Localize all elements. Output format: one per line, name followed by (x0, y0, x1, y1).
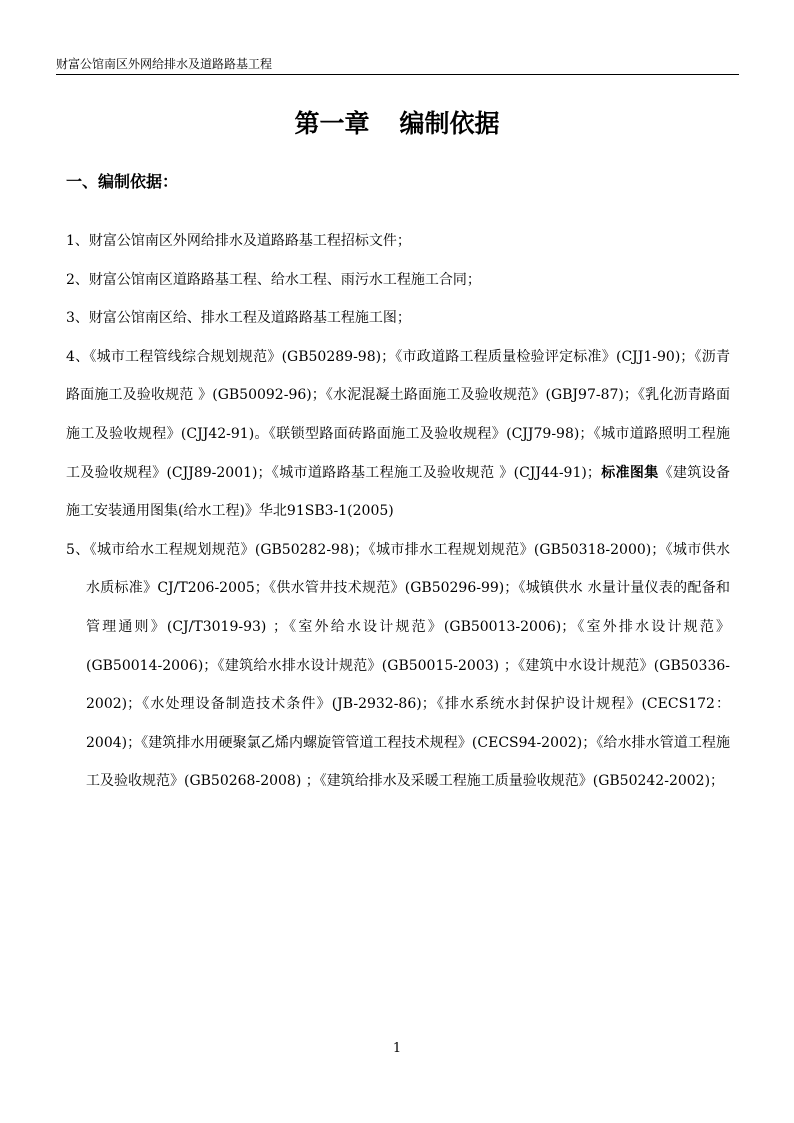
basis-item-4-text: 4、《城市工程管线综合规划规范》(GB50289-98)；《市政道路工程质量检验评定标准》(CJJ1-90)；《沥青路面施工及验收规范 》(GB50092-96)；《水泥混凝土路面施工及验收规范》(GBJ97-87)；《乳化沥青路面施工及验收规程》(CJJ42-91)。《联锁型路面砖路面施工及验收规程》(CJJ79-98)；《城市道路照明工程施工及验收规程》(CJJ89-2001)；《城市道路路基工程施工及验收规范 》(CJJ44-91)； (66, 348, 730, 481)
basis-list (66, 222, 730, 801)
page-header (56, 56, 739, 75)
chapter-title (0, 104, 794, 144)
page-number: 1 (392, 1041, 402, 1056)
basis-item-2: 2、财富公馆南区道路路基工程、给水工程、雨污水工程施工合同； (66, 271, 481, 288)
chapter-number: 第一章 (294, 109, 370, 138)
header-text: 财富公馆南区外网给排水及道路路基工程 (56, 57, 273, 71)
basis-item-4-bold: 标准图集 (600, 464, 659, 481)
chapter-name: 编制依据 (399, 109, 500, 138)
basis-item-4-atlas: 《建筑设备施工安装通用图集(给水工程)》华北91SB3-1(2005) (66, 464, 731, 520)
basis-item-4 (66, 338, 730, 531)
section-heading: 一、编制依据： (66, 172, 179, 191)
basis-item-1: 1、财富公馆南区外网给排水及道路路基工程招标文件； (66, 233, 411, 249)
basis-item-3: 3、财富公馆南区给、排水工程及道路路基工程施工图； (66, 310, 411, 327)
basis-item-5: 5、《城市给水工程规划规范》(GB50282-98)；《城市排水工程规划规范》(GB50318-2000)；《城市供水水质标准》CJ/T206-2005；《供水管井技术规范》(GB50296-99)；《城镇供水 水量计量仪表的配备和管理通则》(CJ/T3019-93) ；《室外给水设计规范》(GB50013-2006)；《室外排水设计规范》(GB50014-2006)；《建筑给水排水设计规范》(GB50015-2003) ；《建筑中水设计规范》(GB50336-2002)；《水处理设备制造技术条件》(JB-2932-86)；《排水系统水封保护设计规程》(CECS172： 2004)；《建筑排水用硬聚氯乙烯内螺旋管管道工程技术规程》(CECS94-2002)；《给水排水管道工程施工及验收规范》(GB50268-2008) ；《建筑给排水及采暖工程施工质量验收规范》(GB50242-2002)； (66, 541, 730, 790)
